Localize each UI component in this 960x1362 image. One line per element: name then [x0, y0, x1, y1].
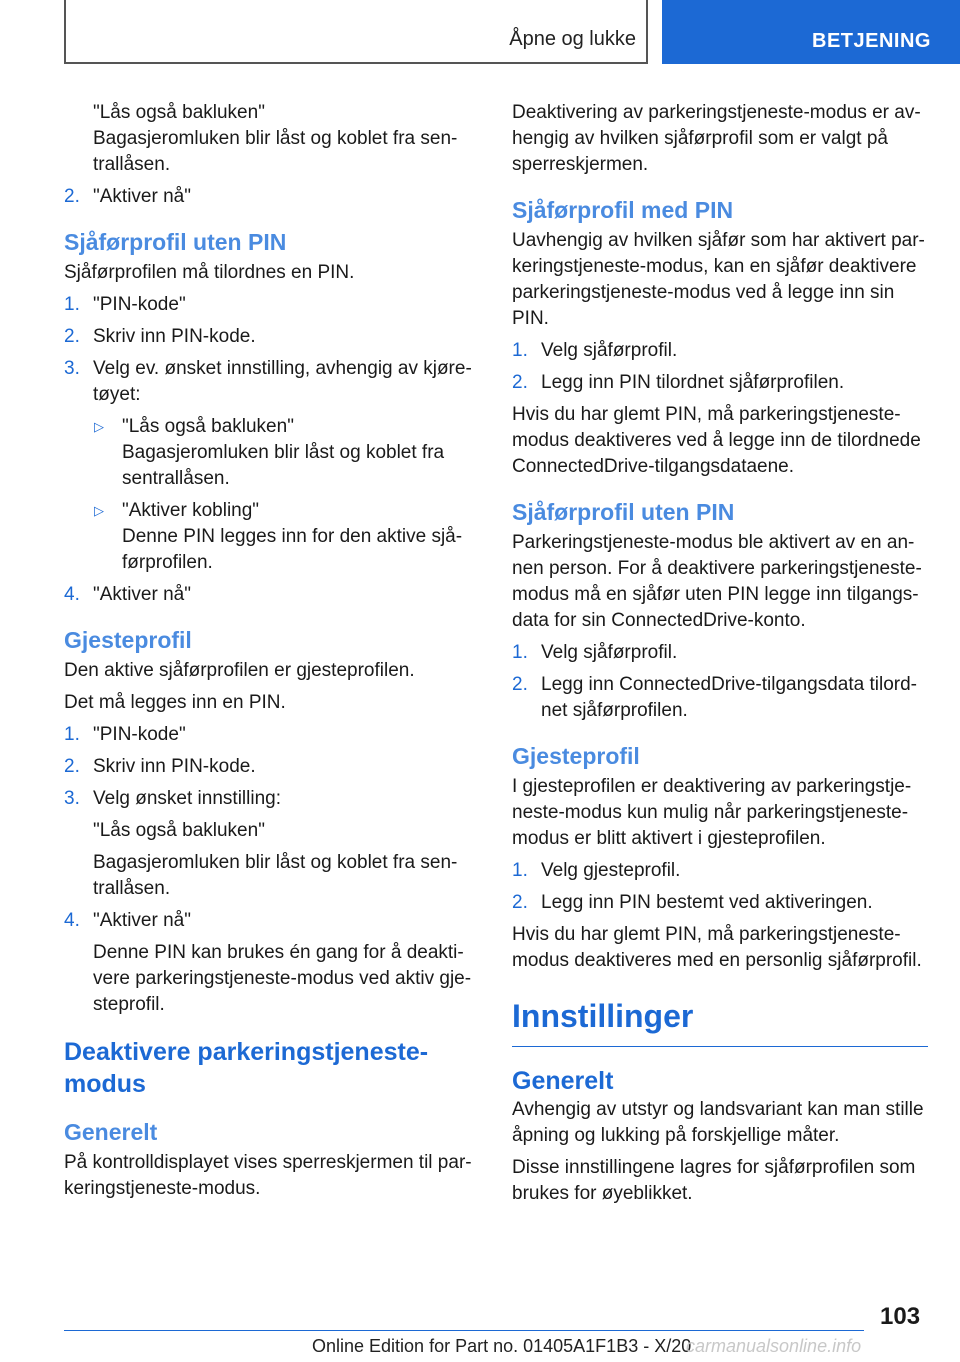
step-number: 2.: [512, 892, 528, 913]
left-column: [64, 100, 478, 1202]
step-number: 2.: [64, 186, 80, 207]
list-item: [64, 754, 478, 780]
step-number: 2.: [512, 372, 528, 393]
paragraph: Parkeringstjeneste-modus ble aktivert av en an- nen person. For å deaktivere parkeringstjeneste- modus må en sjåfør uten PIN legge inn tilgangs- data for sin ConnectedDrive-konto.: [512, 532, 922, 631]
paragraph: Avhengig av utstyr og landsvariant kan man stille åpning og lukking på forskjellige måter.: [512, 1099, 924, 1146]
option-title: "Lås også bakluken": [93, 102, 265, 123]
list-item: [64, 786, 478, 902]
list-item: [64, 908, 478, 1018]
list-item: [512, 370, 928, 396]
step-text: "PIN-kode": [93, 294, 186, 315]
step-number: 3.: [64, 358, 80, 379]
page-number: 103: [880, 1303, 921, 1330]
watermark: carmanualsonline.info: [686, 1336, 862, 1356]
step-text: Legg inn PIN bestemt ved aktiveringen.: [541, 892, 873, 913]
list-item: [64, 722, 478, 748]
bullet-desc: Bagasjeromluken blir låst og koblet fra sentrallåsen.: [122, 442, 445, 489]
heading-general: Generelt: [64, 1119, 158, 1145]
paragraph: Disse innstillingene lagres for sjåførprofilen som brukes for øyeblikket.: [512, 1157, 916, 1204]
paragraph: Sjåførprofilen må tilordnes en PIN.: [64, 262, 355, 283]
paragraph: Hvis du har glemt PIN, må parkeringstjeneste- modus deaktiveres med en personlig sjåførprofil.: [512, 924, 922, 971]
step-number: 1.: [512, 642, 528, 663]
paragraph: I gjesteprofilen er deaktivering av parkeringstje- neste-modus kun mulig når parkeringstjeneste- modus er blitt aktivert i gjesteprofilen.: [512, 776, 912, 849]
section-title: Åpne og lukke: [509, 28, 636, 50]
heading-guest-profile: Gjesteprofil: [512, 743, 640, 769]
step-text: Skriv inn PIN-kode.: [93, 326, 256, 347]
step-number: 3.: [64, 788, 80, 809]
right-column: [512, 100, 928, 1207]
triangle-bullet-icon: ▷: [94, 503, 104, 518]
option-title: "Lås også bakluken": [93, 820, 265, 841]
step-number: 4.: [64, 584, 80, 605]
step-text: Velg sjåførprofil.: [541, 340, 678, 361]
step-text: Legg inn ConnectedDrive-tilgangsdata tilord- net sjåførprofilen.: [541, 674, 918, 721]
list-item: [64, 582, 478, 608]
step-number: 2.: [64, 756, 80, 777]
list-item: [512, 858, 928, 884]
step-number: 4.: [64, 910, 80, 931]
footer-divider: [64, 1330, 864, 1331]
edition-note: Online Edition for Part no. 01405A1F1B3 - X/20: [312, 1336, 692, 1356]
step-text: Velg sjåførprofil.: [541, 642, 678, 663]
step-text: Velg gjesteprofil.: [541, 860, 681, 881]
option-desc: Bagasjeromluken blir låst og koblet fra sen- trallåsen.: [93, 852, 458, 899]
list-item: [512, 890, 928, 916]
list-item: [64, 292, 478, 318]
bullet-item: [64, 498, 478, 576]
list-item: [512, 672, 928, 724]
bullet-item: [64, 414, 478, 492]
step-number: 1.: [64, 294, 80, 315]
heading-settings: Innstillinger: [512, 996, 928, 1047]
heading-driver-profile-no-pin: Sjåførprofil uten PIN: [512, 499, 735, 525]
step-desc: Denne PIN kan brukes én gang for å deakti- vere parkeringstjeneste-modus ved aktiv gje- steprofil.: [93, 942, 472, 1015]
step-text: Velg ønsket innstilling:: [93, 788, 281, 809]
chapter-tab[interactable]: [662, 0, 960, 64]
paragraph: Det må legges inn en PIN.: [64, 692, 286, 713]
paragraph: Uavhengig av hvilken sjåfør som har aktivert par- keringstjeneste-modus, kan en sjåfør deaktivere parkeringstjeneste-modus ved å legge inn sin PIN.: [512, 230, 925, 329]
bullet-desc: Denne PIN legges inn for den aktive sjå- førprofilen.: [122, 526, 463, 573]
header-box: [64, 0, 648, 64]
paragraph: Den aktive sjåførprofilen er gjesteprofilen.: [64, 660, 415, 681]
step-number: 1.: [64, 724, 80, 745]
step-text: "Aktiver nå": [93, 910, 191, 931]
list-item: [64, 356, 478, 408]
paragraph: Deaktivering av parkeringstjeneste-modus er av- hengig av hvilken sjåførprofil som er valgt på sperreskjermen.: [512, 102, 921, 175]
list-item: [512, 640, 928, 666]
step-text: "PIN-kode": [93, 724, 186, 745]
paragraph: På kontrolldisplayet vises sperreskjermen til par- keringstjeneste-modus.: [64, 1152, 472, 1199]
heading-driver-profile-no-pin: Sjåførprofil uten PIN: [64, 229, 287, 255]
step-number: 1.: [512, 340, 528, 361]
heading-driver-profile-with-pin: Sjåførprofil med PIN: [512, 197, 734, 223]
bullet-title: "Lås også bakluken": [122, 416, 294, 437]
step-text: Legg inn PIN tilordnet sjåførprofilen.: [541, 372, 845, 393]
step-text: "Aktiver nå": [93, 186, 191, 207]
step-number: 2.: [512, 674, 528, 695]
bullet-title: "Aktiver kobling": [122, 500, 260, 521]
heading-guest-profile: Gjesteprofil: [64, 627, 192, 653]
list-item: [512, 338, 928, 364]
triangle-bullet-icon: ▷: [94, 419, 104, 434]
list-item: [64, 324, 478, 350]
paragraph: Hvis du har glemt PIN, må parkeringstjeneste- modus deaktiveres ved å legge inn de tilordnede ConnectedDrive-tilgangsdataene.: [512, 404, 921, 477]
heading-deactivate-valet-mode: Deaktivere parkeringstjeneste- modus: [64, 1038, 429, 1098]
list-item: [64, 184, 478, 210]
heading-general: Generelt: [512, 1067, 614, 1095]
step-text: "Aktiver nå": [93, 584, 191, 605]
step-number: 1.: [512, 860, 528, 881]
option-desc: Bagasjeromluken blir låst og koblet fra sen- trallåsen.: [93, 128, 458, 175]
step-text: Skriv inn PIN-kode.: [93, 756, 256, 777]
step-number: 2.: [64, 326, 80, 347]
step-text: Velg ev. ønsket innstilling, avhengig av kjøre- tøyet:: [93, 358, 472, 405]
chapter-tab-label: BETJENING: [812, 30, 931, 52]
